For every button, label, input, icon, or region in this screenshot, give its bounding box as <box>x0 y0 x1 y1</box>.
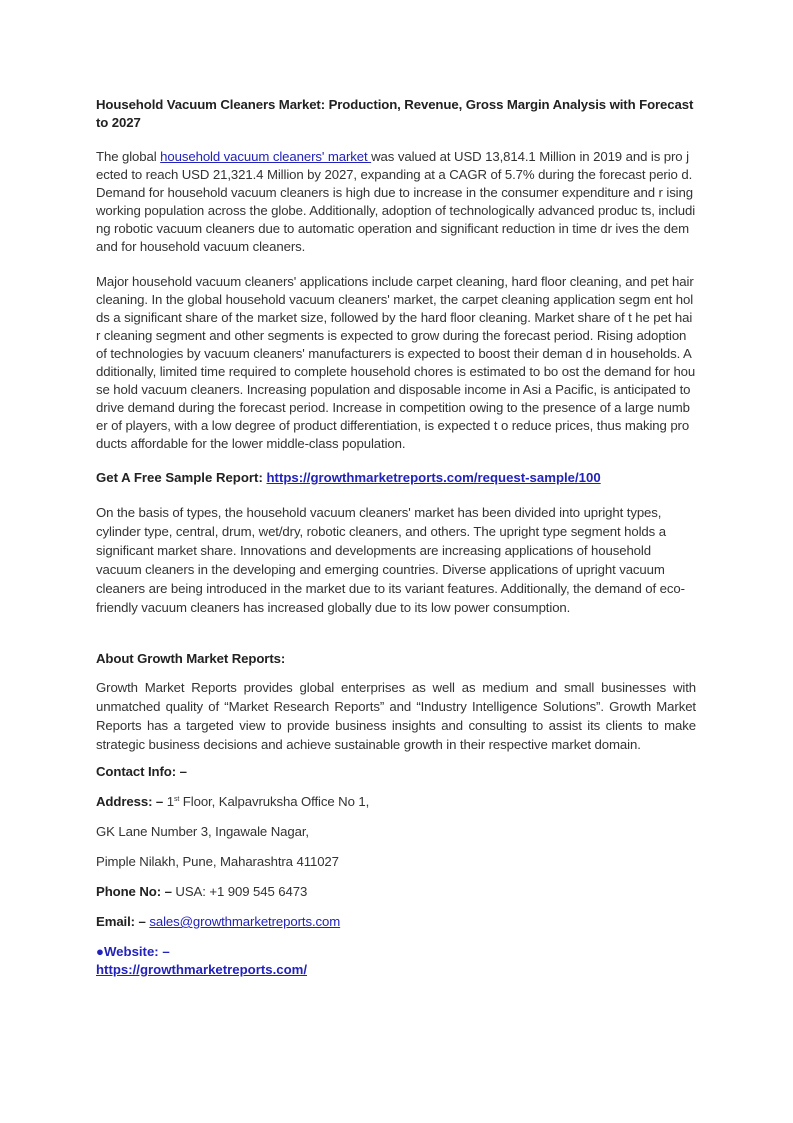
address-floor-sup: st <box>173 796 180 803</box>
address-label: Address: – <box>96 794 164 809</box>
website-label: ●Website: – <box>96 944 170 959</box>
sample-report-link[interactable]: https://growthmarketreports.com/request-sample/100 <box>266 470 601 485</box>
market-link[interactable]: household vacuum cleaners' market <box>160 149 372 164</box>
phone-label: Phone No: – <box>96 884 172 899</box>
sample-report-label: Get A Free Sample Report: <box>96 470 267 485</box>
document-title: Household Vacuum Cleaners Market: Production, Revenue, Gross Margin Analysis with Forecast to 2027 <box>96 97 694 130</box>
address-line-1-rest: Floor, Kalpavruksha Office No 1, <box>179 794 370 809</box>
email-line <box>96 913 696 931</box>
contact-heading: Contact Info: – <box>96 764 187 779</box>
phone-line <box>96 883 696 901</box>
address-floor-number: 1 <box>163 794 174 809</box>
phone-value: USA: +1 909 545 6473 <box>171 884 308 899</box>
intro-suffix: was valued at USD 13,814.1 Million in 2019 and is pro jected to reach USD 21,321.4 Million by 2027, expanding at a CAGR of 5.7% during the forecast perio d. Demand for household vacuum cleaners is high due to increase in the consumer expenditure and r ising working population across the globe. Additionally, adoption of technologically advanced produc ts, including robotic vacuum cleaners due to automatic operation and significant reduction in time dr ives the demand for household vacuum cleaners. <box>96 149 696 254</box>
address-line-2: GK Lane Number 3, Ingawale Nagar, <box>96 824 309 839</box>
email-link[interactable]: sales@growthmarketreports.com <box>149 914 341 929</box>
address-line-1 <box>96 793 696 811</box>
document-page <box>96 96 696 979</box>
about-heading: About Growth Market Reports: <box>96 651 286 666</box>
email-label: Email: – <box>96 914 146 929</box>
address-line-3: Pimple Nilakh, Pune, Maharashtra 411027 <box>96 854 339 869</box>
website-block <box>96 943 696 979</box>
intro-paragraph <box>96 148 696 256</box>
types-paragraph: On the basis of types, the household vacuum cleaners' market has been divided into upright types, cylinder type, central, drum, wet/dry, robotic cleaners, and others. The upright type segment holds a significant market share. Innovations and developments are increasing applications of household vacuum cleaners in the developing and emerging countries. Diverse applications of upright vacuum cleaners are being introduced in the market due to its variant features. Additionally, the demand of eco-friendly vacuum cleaners has increased globally due to its low power consumption. <box>96 505 685 615</box>
about-paragraph: Growth Market Reports provides global enterprises as well as medium and small businesses with unmatched quality of “Market Research Reports” and “Industry Intelligence Solutions”. Growth Market Reports has a targeted view to provide business insights and consulting to assist its clients to make strategic business decisions and achieve sustainable growth in their respective market domain. <box>96 680 696 752</box>
intro-prefix: The global <box>96 149 161 164</box>
applications-paragraph: Major household vacuum cleaners' applications include carpet cleaning, hard floor cleaning, and pet hair cleaning. In the global household vacuum cleaners' market, the carpet cleaning application segm ent holds a significant share of the market size, followed by the hard floor cleaning. Market share of t he pet hair cleaning segment and other segments is expected to grow during the forecast period. Rising adoption of technologies by vacuum cleaners' manufacturers is expected to boost their deman d in households. Additionally, limited time required to complete household chores is estimated to bo ost the demand for house hold vacuum cleaners. Increasing population and disposable income in Asi a Pacific, is anticipated to drive demand during the forecast period. Increase in competition owing to the presence of a large number of players, with a low degree of product differentiation, is expected t o reduce prices, thus making products affordable for the lower middle-class population. <box>96 274 696 451</box>
website-link[interactable]: https://growthmarketreports.com/ <box>96 962 308 977</box>
sample-report-line <box>96 469 696 487</box>
